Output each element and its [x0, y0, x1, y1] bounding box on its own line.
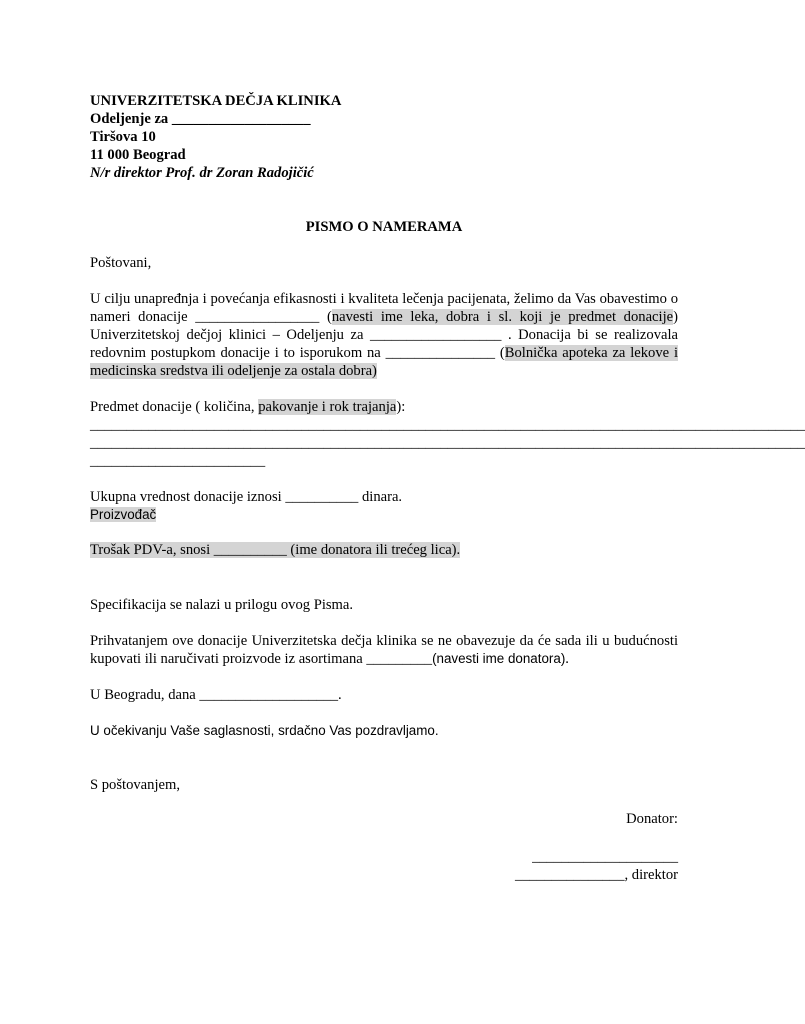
- intro-text-2: ) Univerzitetskoj dečjoj klinici – Odeljenju za __________________ . Donacija bi se realizovala redovnim postupkom donacije i to isporukom na _______________ (: [90, 309, 678, 361]
- signature-line: ____________________: [532, 849, 678, 865]
- acceptance-paragraph: [90, 632, 678, 668]
- closing-line: S poštovanjem,: [90, 777, 180, 793]
- letter-title: PISMO O NAMERAMA: [305, 219, 463, 235]
- intro-highlight-2: Bolnička apoteka za lekove i medicinska sredstva ili odeljenje za ostala dobra): [90, 345, 678, 379]
- acceptance-tail: (navesti ime donatora): [432, 651, 566, 666]
- specification-line: Specifikacija se nalazi u prilogu ovog Pisma.: [90, 597, 354, 613]
- street-address: Tiršova 10: [90, 129, 156, 145]
- subject-highlight: pakovanje i rok trajanja: [258, 399, 397, 415]
- salutation: Poštovani,: [90, 255, 152, 271]
- vat-text: Trošak PDV-a, snosi __________ (ime donatora ili trećeg lica).: [90, 542, 461, 558]
- manufacturer-label: Proizvođač: [90, 507, 157, 522]
- subject-line: [90, 398, 678, 416]
- letter-body: [90, 92, 805, 884]
- subject-blank-line-3: ________________________: [90, 453, 266, 469]
- subject-prefix: Predmet donacije ( količina,: [90, 399, 259, 415]
- vat-line: [90, 541, 678, 559]
- expectation-line: U očekivanju Vaše saglasnosti, srdačno Vas pozdravljamo.: [90, 723, 439, 738]
- subject-blank-line-2: __________________________________________________________________________________________________: [90, 435, 805, 451]
- manufacturer-line: [90, 506, 678, 524]
- acceptance-end: .: [565, 651, 569, 667]
- director-line: _______________, direktor: [515, 867, 678, 883]
- subject-blank-line-1: __________________________________________________________________________________________________: [90, 417, 805, 433]
- acceptance-text: Prihvatanjem ove donacije Univerzitetska dečja klinika se ne obavezuje da će sada ili u budućnosti kupovati ili naručivati proizvode iz asortimana _________: [90, 633, 678, 667]
- subject-suffix: ):: [396, 399, 406, 415]
- intro-text-1: U cilju unapređnja i povećanja efikasnosti i kvaliteta lečenja pacijenata, želimo da Vas obavestimo o nameri donacije _________________ (: [90, 291, 678, 325]
- city-line: 11 000 Beograd: [90, 147, 186, 163]
- total-value-line: Ukupna vrednost donacije iznosi __________ dinara.: [90, 489, 403, 505]
- institution-name: UNIVERZITETSKA DEČJA KLINIKA: [90, 93, 342, 109]
- department-line: Odeljenje za ___________________: [90, 111, 311, 127]
- place-date-line: U Beogradu, dana ___________________.: [90, 687, 342, 703]
- donor-label: Donator:: [626, 811, 678, 827]
- attention-line: N/r direktor Prof. dr Zoran Radojičić: [90, 165, 314, 181]
- intro-paragraph: [90, 290, 678, 380]
- intro-highlight-1: navesti ime leka, dobra i sl. koji je predmet donacije: [331, 309, 674, 325]
